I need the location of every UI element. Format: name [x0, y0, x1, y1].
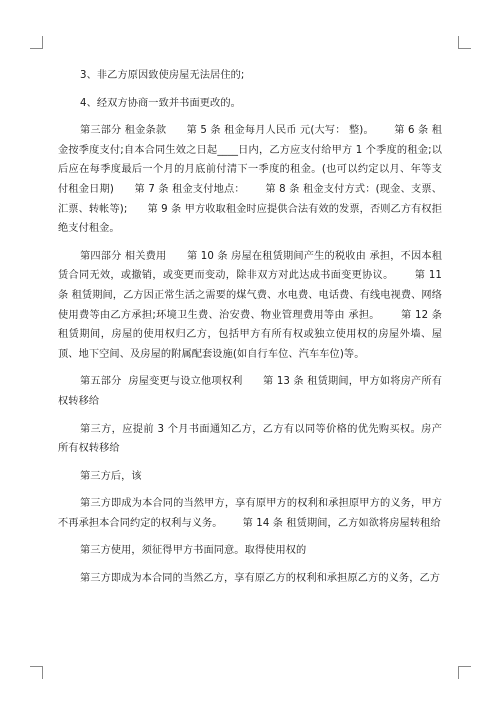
paragraph: 第三方使用，须征得甲方书面同意。取得使用权的	[80, 545, 307, 557]
crop-mark-bottom-right	[458, 666, 471, 679]
crop-mark-top-left	[30, 36, 43, 49]
document-body	[58, 66, 446, 597]
paragraph: 第五部分 房屋变更与设立他项权利 第 13 条 租赁期间，甲方如将房产所有权转移给	[58, 376, 442, 407]
paragraph: 第三方，应提前 3 个月书面通知乙方，乙方有以同等价格的优先购买权。房产所有权转移给	[58, 423, 442, 455]
paragraph: 第三方即成为本合同的当然乙方，享有原乙方的权利和承担原乙方的义务，乙方	[80, 573, 441, 585]
paragraph: 4、经双方协商一致并书面更改的。	[80, 97, 241, 109]
crop-mark-top-right	[458, 36, 471, 49]
paragraph: 第三部分 租金条款 第 5 条 租金每月人民币 元(大写： 整)。 第 6 条 租金按季度支付;自本合同生效之日起____日内，乙方应支付给甲方 1 个季度的租金;以后应在每季度最后一个月的月底前付清下一季度的租金。(也可以约定以月、年等支付租金日期) 第 7 条 租金支付地点： 第 8 条 租金支付方式：(现金、支票、汇票、转帐等); 第 9 条 甲方收取租金时应提供合法有效的发票，否则乙方有权拒绝支付租金。	[58, 125, 442, 235]
crop-mark-bottom-left	[30, 666, 43, 679]
paragraph: 第三方即成为本合同的当然甲方，享有原甲方的权利和承担原甲方的义务，甲方不再承担本合同约定的权利与义务。 第 14 条 租赁期间，乙方如欲将房屋转租给	[58, 498, 442, 529]
paragraph: 第三方后，该	[80, 470, 142, 482]
paragraph: 第四部分 相关费用 第 10 条 房屋在租赁期间产生的税收由 承担，不因本租赁合同无效，或撤销，或变更而变动，除非双方对此达成书面变更协议。 第 11 条 租赁期间，乙方因正常生活之需要的煤气费、水电费、电话费、有线电视费、网络使用费等由乙方承担;环境卫生费、治安费、物业管理费用等由 承担。 第 12 条 租赁期间，房屋的使用权归乙方，包括甲方有所有权或独立使用权的房屋外墙、屋顶、地下空间、及房屋的附属配套设施(如自行车位、汽车车位)等。	[58, 250, 446, 360]
paragraph: 3、非乙方原因致使房屋无法居住的;	[80, 70, 245, 81]
